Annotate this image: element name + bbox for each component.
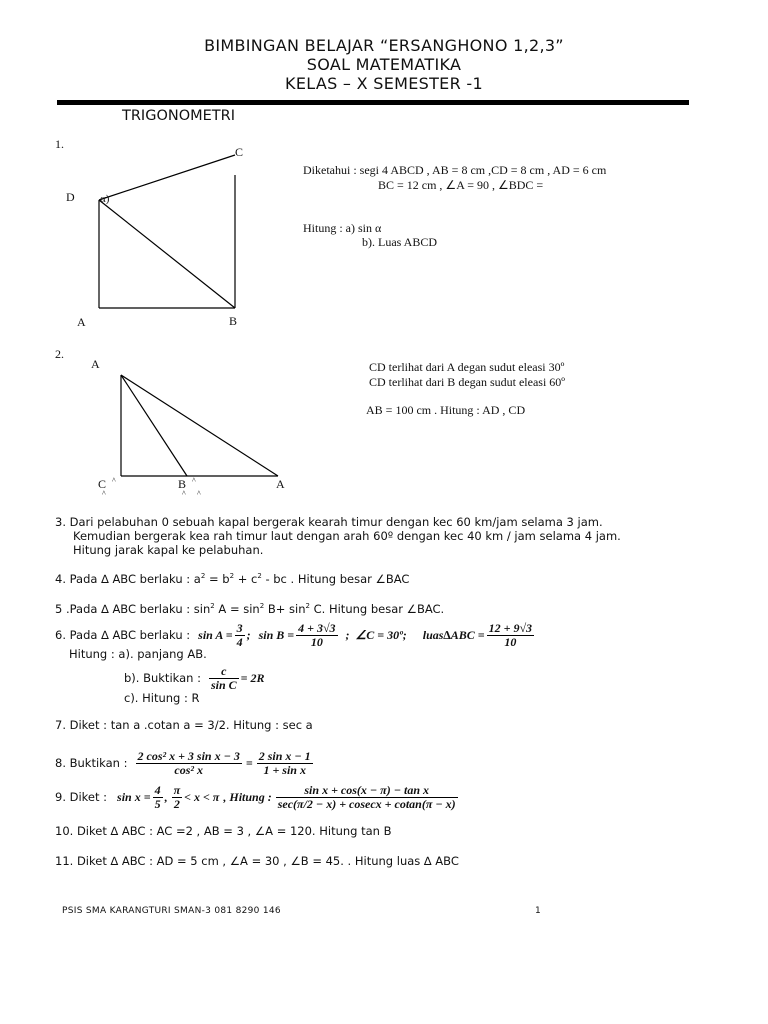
q1-given-line-2: BC = 12 cm , ∠A = 90 , ∠BDC =: [378, 178, 544, 192]
q9-given-frac: $\frac{4}{5}$: [154, 782, 161, 811]
q2-hat-b: ^: [192, 476, 196, 485]
q3-line-3: Hitung jarak kapal ke pelabuhan.: [73, 543, 264, 557]
q1-ask-line-1: Hitung : a) sin α: [303, 221, 382, 235]
q6-ask-c: c). Hitung : R: [124, 691, 200, 705]
q2-label-a-top: A: [91, 357, 100, 371]
q3-line-2: Kemudian bergerak kea rah timur laut dengan arah 60º dengan kec 40 km / jam selama 4 jam.: [73, 529, 621, 543]
q4-text: 4. Pada ∆ ABC berlaku : $a^2 = b^2 + c^2$ - bc . Hitung besar ∠BAC: [55, 572, 410, 586]
q9-given: sin x =: [117, 789, 151, 804]
q9-statement: 9. Diket : sin x = $\frac{4}{5}$ , $\frac{\pi}{2}$ < x < π , Hitung : $\frac{\text{sin x + cos(x − π) − tan x}}{\sec(\pi/2 - x) + cosecx + cotan(\pi - x)}$: [55, 782, 456, 811]
header-line-2: SOAL MATEMATIKA: [306, 55, 462, 74]
q11-text: 11. Diket ∆ ABC : AD = 5 cm , ∠A = 30 , ∠B = 45. . Hitung luas ∆ ABC: [55, 854, 459, 868]
footer-text: PSIS SMA KARANGTURI SMAN-3 081 8290 146: [62, 906, 281, 916]
q1-figure: [60, 145, 280, 335]
q1-label-b: B: [229, 314, 238, 328]
q6-ask-b-label: b). Buktikan :: [124, 671, 201, 685]
q2-figure: [110, 365, 290, 490]
section-title: TRIGONOMETRI: [122, 108, 235, 124]
q1-given-line-1: Diketahui : segi 4 ABCD , AB = 8 cm ,CD = 8 cm , AD = 6 cm: [303, 163, 607, 177]
q9-cond-rest: < x < π: [184, 789, 220, 804]
q6-luas-lhs: luas∆ABC =: [422, 627, 485, 642]
q6-sina-lhs: sin A =: [198, 627, 233, 642]
q5-text: 5 .Pada ∆ ABC berlaku : $\sin^2 A = \sin^2 B+ \sin^2 C$. Hitung besar ∠BAC.: [55, 602, 445, 616]
q6-sep-1: ;: [246, 627, 251, 642]
q2-hat-c-below: ^: [102, 489, 106, 498]
q6-ask-b-frac: $\frac{c}{\text{sin C}}$: [210, 663, 237, 692]
page-number: 1: [535, 906, 542, 916]
header-line-3: KELAS – X SEMESTER -1: [285, 74, 483, 93]
q2-label-b: B: [178, 477, 187, 491]
q6-sinb-lhs: sin B =: [258, 627, 295, 642]
q9-prefix: 9. Diket :: [55, 790, 108, 804]
q2-hat-c: ^: [112, 476, 116, 485]
q6-sina-frac: $\frac{3}{4}$: [236, 620, 243, 649]
q8-rhs-frac: $\frac{\text{2 sin x − 1}}{\text{1 + sin x}}$: [258, 748, 311, 777]
q6-ask-b: [124, 664, 265, 692]
q1-ask-line-2: b). Luas ABCD: [362, 235, 437, 249]
q10-text: 10. Diket ∆ ABC : AC =2 , AB = 3 , ∠A = 120. Hitung tan B: [55, 824, 392, 838]
q6-ask-a: Hitung : a). panjang AB.: [69, 647, 207, 661]
q1-label-alpha: α): [100, 193, 110, 205]
q2-number: 2.: [55, 347, 64, 361]
q2-hat-b-below-2: ^: [197, 489, 201, 498]
q6-angle-c: ∠C = 30º;: [355, 627, 407, 642]
q1-number: 1.: [55, 137, 64, 151]
q2-hat-b-below-1: ^: [182, 489, 186, 498]
q6-sinb-frac: $\frac{4 + 3√3}{10}$: [298, 620, 336, 649]
q1-label-d: D: [66, 190, 75, 204]
q8-lhs-frac: $\frac{\text{2 cos² x + 3 sin x − 3}}{\text{cos² x}}$: [137, 748, 240, 777]
q8-prefix: 8. Buktikan :: [55, 756, 128, 770]
q7-text: 7. Diket : tan a .cotan a = 3/2. Hitung : sec a: [55, 718, 313, 732]
header-line-1: BIMBINGAN BELAJAR “ERSANGHONO 1,2,3”: [204, 36, 564, 55]
q9-expr-frac: $\frac{\text{sin x + cos(x − π) − tan x}}{\sec(\pi/2 - x) + cosecx + cotan(\pi - x)}$: [277, 782, 456, 811]
q6-luas-frac: $\frac{12 + 9√3}{10}$: [488, 620, 533, 649]
q9-cond-frac: $\frac{\pi}{2}$: [173, 782, 181, 811]
q6-prefix: 6. Pada ∆ ABC berlaku :: [55, 628, 191, 642]
q1-label-c: C: [235, 145, 244, 159]
q2-line-2: CD terlihat dari B degan sudut eleasi 60º: [369, 375, 566, 389]
q6-sep-2: ;: [345, 627, 350, 642]
q3-line-1: 3. Dari pelabuhan 0 sebuah kapal bergerak kearah timur dengan kec 60 km/jam selama 3 jam.: [55, 515, 603, 529]
q6-ask-b-rhs: = 2R: [240, 670, 265, 685]
q2-line-1: CD terlihat dari A degan sudut eleasi 30º: [369, 360, 565, 374]
header-rule: [57, 100, 689, 105]
q9-hitung: , Hitung :: [223, 789, 272, 804]
q2-label-c: C: [98, 477, 107, 491]
q1-label-a: A: [77, 315, 86, 329]
q8-statement: [55, 746, 315, 780]
q8-equals: =: [245, 755, 253, 770]
q2-line-3: AB = 100 cm . Hitung : AD , CD: [366, 403, 526, 417]
q2-label-a-right: A: [276, 477, 285, 491]
